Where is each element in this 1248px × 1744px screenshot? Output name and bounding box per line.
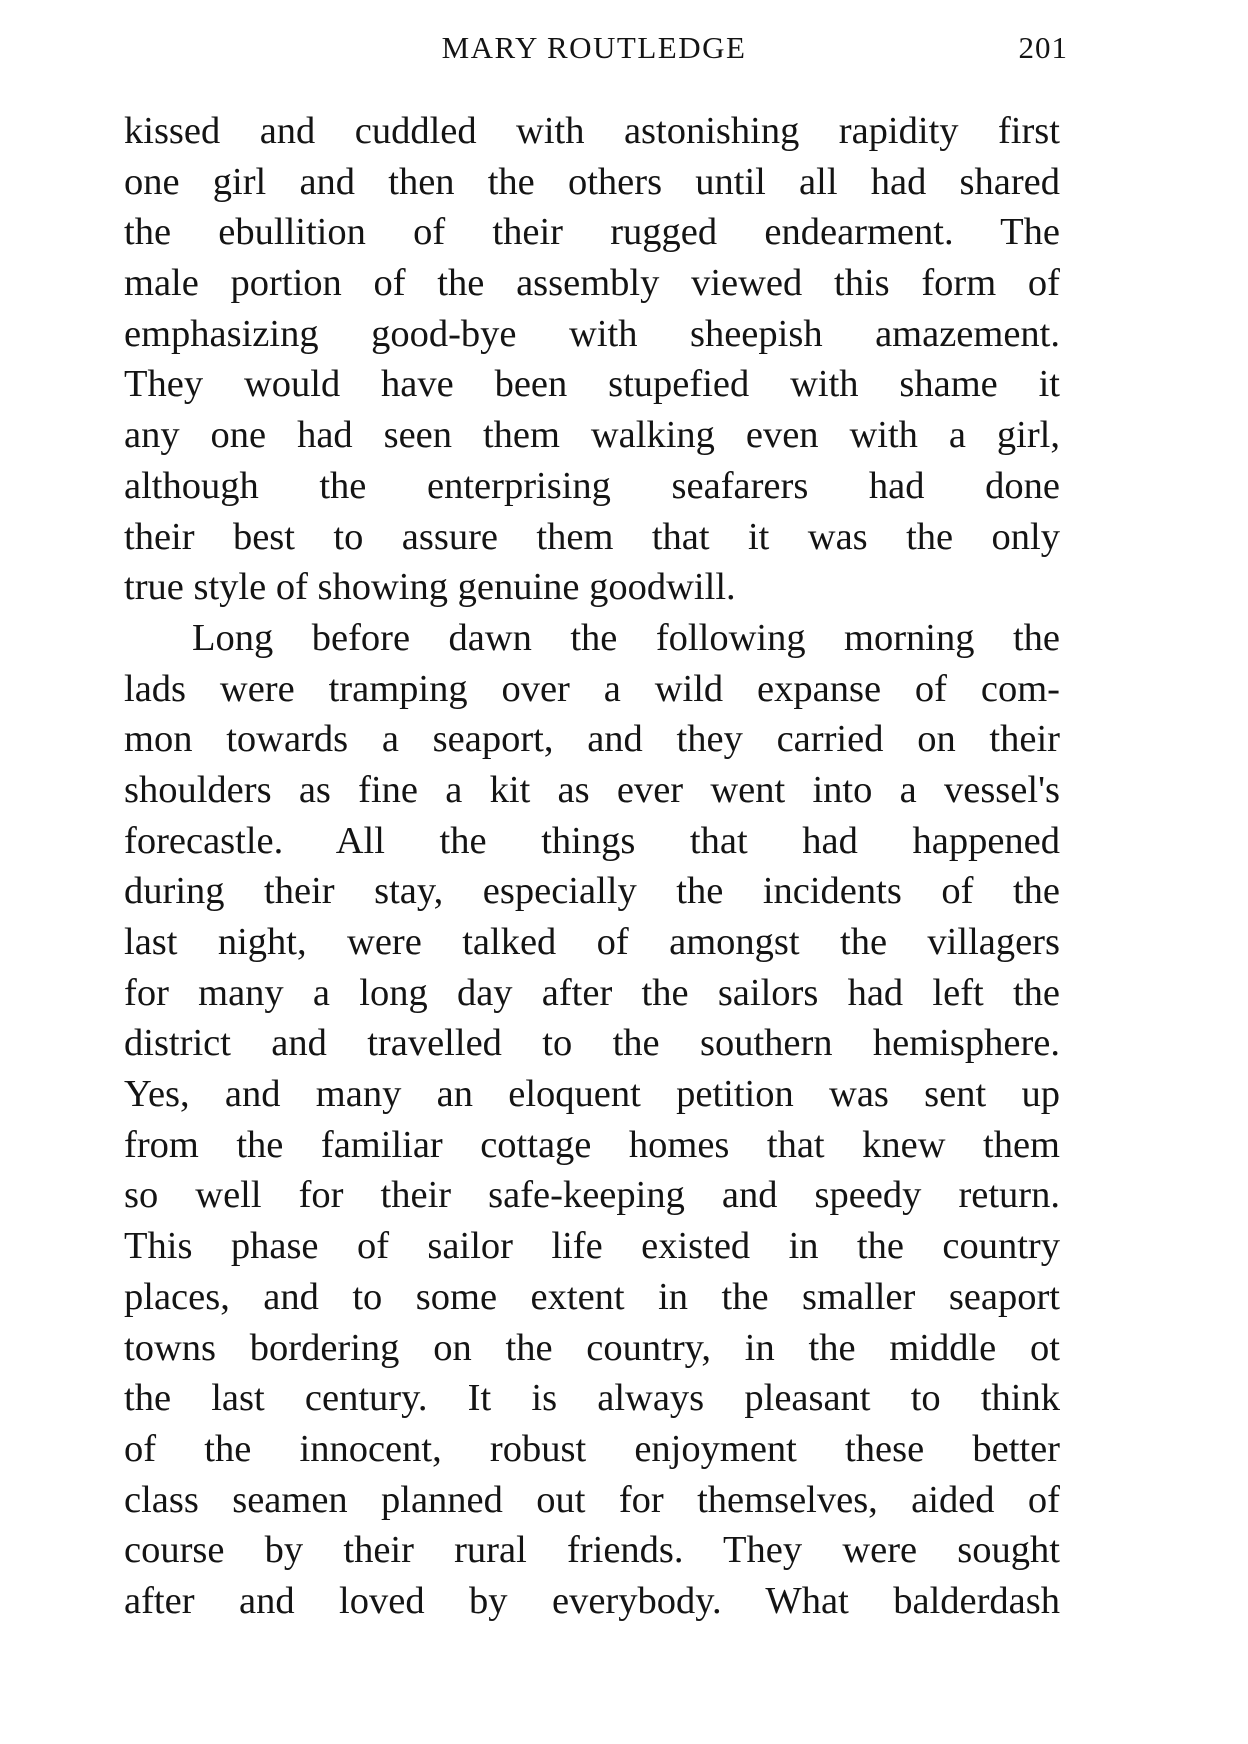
text-line: They would have been stupefied with shame it <box>124 363 1060 406</box>
text-line: true style of showing genuine goodwill. <box>124 566 736 609</box>
text-line: during their stay, especially the incidents of the <box>124 870 1060 913</box>
text-line: forecastle. All the things that had happened <box>124 819 1060 862</box>
text-line: towns bordering on the country, in the middle ot <box>124 1326 1060 1369</box>
text-line: after and loved by everybody. What balderdash <box>124 1579 1060 1622</box>
text-line: their best to assure them that it was the only <box>124 515 1060 558</box>
text-line: although the enterprising seafarers had done <box>124 464 1060 507</box>
body-text <box>124 106 1060 1627</box>
text-line: any one had seen them walking even with a girl, <box>124 414 1060 457</box>
text-line: from the familiar cottage homes that knew them <box>124 1123 1060 1166</box>
running-title: MARY ROUTLEDGE <box>441 30 747 65</box>
text-line: shoulders as fine a kit as ever went into a vessel's <box>124 768 1060 811</box>
text-line: the last century. It is always pleasant to think <box>124 1377 1060 1420</box>
text-line: the ebullition of their rugged endearment. The <box>124 211 1060 254</box>
text-line: last night, were talked of amongst the villagers <box>124 921 1060 963</box>
paragraph <box>124 613 1060 1627</box>
text-line: male portion of the assembly viewed this form of <box>124 262 1060 305</box>
text-line: places, and to some extent in the smaller seaport <box>124 1275 1060 1318</box>
text-line: mon towards a seaport, and they carried on their <box>124 718 1060 761</box>
text-line: one girl and then the others until all had shared <box>124 160 1060 203</box>
text-line: emphasizing good-bye with sheepish amazement. <box>124 312 1060 355</box>
text-line: Yes, and many an eloquent petition was sent up <box>124 1073 1060 1116</box>
text-line: kissed and cuddled with astonishing rapidity first <box>124 110 1060 152</box>
text-line: class seamen planned out for themselves, aided of <box>124 1478 1060 1521</box>
paragraph <box>124 106 1060 613</box>
text-line: course by their rural friends. They were sought <box>124 1529 1060 1572</box>
text-line: district and travelled to the southern hemisphere. <box>124 1022 1060 1065</box>
text-line: This phase of sailor life existed in the country <box>124 1225 1060 1268</box>
text-line: of the innocent, robust enjoyment these better <box>124 1427 1060 1470</box>
text-line: lads were tramping over a wild expanse of com- <box>124 667 1060 710</box>
text-line: Long before dawn the following morning the <box>192 616 1060 659</box>
running-head <box>120 30 1068 80</box>
text-line: for many a long day after the sailors had left the <box>124 971 1060 1014</box>
text-line: so well for their safe-keeping and speedy return. <box>124 1174 1060 1217</box>
page-number: 201 <box>1018 30 1068 65</box>
